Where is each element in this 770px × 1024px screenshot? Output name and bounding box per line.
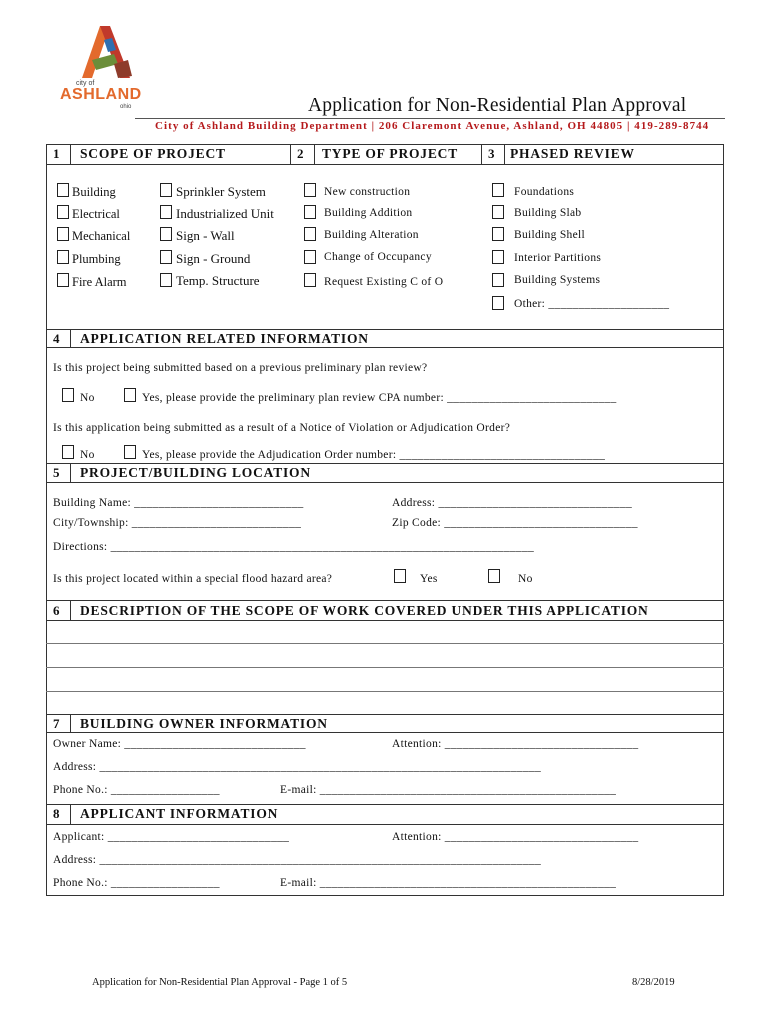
row-divider — [46, 600, 724, 601]
row-divider — [46, 804, 724, 805]
divider — [481, 144, 482, 164]
owner-email-field[interactable]: E-mail: _________________________________________________ — [280, 784, 617, 796]
checkbox-prelim-no[interactable] — [62, 388, 74, 402]
section-3-title: PHASED REVIEW — [510, 146, 635, 161]
prelim-no-label: No — [80, 392, 95, 404]
scope-plumbing-label: Plumbing — [72, 252, 121, 266]
checkbox-request-existing-c-of-o[interactable] — [304, 273, 316, 287]
logo-state: ohio — [120, 104, 132, 110]
title-rule — [135, 118, 725, 119]
phase-building-systems-label: Building Systems — [514, 274, 601, 286]
scope-industrialized-label: Industrialized Unit — [176, 206, 274, 221]
description-line[interactable] — [46, 691, 724, 692]
row-divider — [46, 824, 724, 825]
row-divider — [46, 347, 724, 348]
section-2-title: TYPE OF PROJECT — [322, 146, 459, 161]
checkbox-building[interactable] — [57, 183, 69, 197]
checkbox-flood-no[interactable] — [488, 569, 500, 583]
row-divider — [46, 714, 724, 715]
footer-date: 8/28/2019 — [632, 977, 675, 988]
section-5-number: 5 — [53, 465, 60, 480]
section-8-title: APPLICANT INFORMATION — [80, 806, 279, 821]
section-4-title: APPLICATION RELATED INFORMATION — [80, 331, 369, 346]
page-subtitle: City of Ashland Building Department | 206 Claremont Avenue, Ashland, OH 44805 | 419-289-8744 — [155, 120, 710, 132]
scope-sign-ground-label: Sign - Ground — [176, 251, 251, 266]
scope-fire-alarm-label: Fire Alarm — [72, 275, 127, 289]
owner-name-field[interactable]: Owner Name: ______________________________ — [53, 738, 306, 750]
row-divider — [46, 732, 724, 733]
checkbox-building-systems[interactable] — [492, 273, 504, 287]
logo-name: ASHLAND — [60, 86, 142, 103]
applicant-attention-field[interactable]: Attention: ________________________________ — [392, 831, 639, 843]
scope-mechanical-label: Mechanical — [72, 229, 131, 243]
divider — [70, 329, 71, 347]
scope-electrical-label: Electrical — [72, 207, 120, 221]
section-1-number: 1 — [53, 146, 60, 161]
type-new-construction-label: New construction — [324, 186, 411, 198]
page-title: Application for Non-Residential Plan Approval — [308, 95, 687, 116]
section-3-number: 3 — [488, 146, 495, 161]
section-6-title: DESCRIPTION OF THE SCOPE OF WORK COVERED UNDER THIS APPLICATION — [80, 603, 649, 618]
prelim-review-question: Is this project being submitted based on a previous preliminary plan review? — [53, 362, 428, 374]
checkbox-violation-no[interactable] — [62, 445, 74, 459]
checkbox-temp-structure[interactable] — [160, 273, 172, 287]
divider — [70, 714, 71, 732]
owner-address-field[interactable]: Address: _________________________________________________________________________ — [53, 761, 542, 773]
checkbox-new-construction[interactable] — [304, 183, 316, 197]
checkbox-industrialized-unit[interactable] — [160, 205, 172, 219]
checkbox-sign-wall[interactable] — [160, 227, 172, 241]
applicant-address-field[interactable]: Address: _________________________________________________________________________ — [53, 854, 542, 866]
logo-mark-icon — [52, 20, 142, 82]
directions-field[interactable]: Directions: ______________________________________________________________________ — [53, 541, 535, 553]
description-line[interactable] — [46, 667, 724, 668]
checkbox-change-of-occupancy[interactable] — [304, 250, 316, 264]
applicant-field[interactable]: Applicant: ______________________________ — [53, 831, 290, 843]
checkbox-building-alteration[interactable] — [304, 227, 316, 241]
address-field[interactable]: Address: ________________________________ — [392, 497, 633, 509]
flood-hazard-question: Is this project located within a special flood hazard area? — [53, 573, 333, 585]
phase-other-label[interactable]: Other: ____________________ — [514, 298, 670, 310]
description-line[interactable] — [46, 643, 724, 644]
violation-yes-order-field[interactable]: Yes, please provide the Adjudication Order number: __________________________________ — [142, 449, 606, 461]
section-1-title: SCOPE OF PROJECT — [80, 146, 226, 161]
row-divider — [46, 620, 724, 621]
divider — [504, 144, 505, 164]
row-divider — [46, 482, 724, 483]
checkbox-electrical[interactable] — [57, 205, 69, 219]
divider — [70, 600, 71, 620]
type-request-c-of-o-label: Request Existing C of O — [324, 276, 444, 288]
violation-question: Is this application being submitted as a result of a Notice of Violation or Adjudication Order? — [53, 422, 511, 434]
phase-building-slab-label: Building Slab — [514, 207, 582, 219]
logo-small-text: city of — [76, 80, 95, 87]
applicant-email-field[interactable]: E-mail: _________________________________________________ — [280, 877, 617, 889]
section-7-title: BUILDING OWNER INFORMATION — [80, 716, 328, 731]
section-4-number: 4 — [53, 331, 60, 346]
applicant-phone-field[interactable]: Phone No.: __________________ — [53, 877, 220, 889]
owner-phone-field[interactable]: Phone No.: __________________ — [53, 784, 220, 796]
owner-attention-field[interactable]: Attention: ________________________________ — [392, 738, 639, 750]
divider — [70, 144, 71, 164]
city-logo — [52, 20, 142, 120]
phase-building-shell-label: Building Shell — [514, 229, 585, 241]
row-divider — [46, 463, 724, 464]
section-2-number: 2 — [297, 146, 304, 161]
checkbox-foundations[interactable] — [492, 183, 504, 197]
city-township-field[interactable]: City/Township: ____________________________ — [53, 517, 302, 529]
checkbox-building-shell[interactable] — [492, 227, 504, 241]
checkbox-mechanical[interactable] — [57, 227, 69, 241]
divider — [314, 144, 315, 164]
footer-page-label: Application for Non-Residential Plan Approval - Page 1 of 5 — [92, 977, 348, 988]
scope-building-label: Building — [72, 185, 116, 199]
checkbox-fire-alarm[interactable] — [57, 273, 69, 287]
checkbox-sign-ground[interactable] — [160, 250, 172, 264]
row-divider — [46, 329, 724, 330]
checkbox-flood-yes[interactable] — [394, 569, 406, 583]
phase-interior-partitions-label: Interior Partitions — [514, 252, 602, 264]
section-6-number: 6 — [53, 603, 60, 618]
row-divider — [46, 164, 724, 165]
checkbox-building-addition[interactable] — [304, 205, 316, 219]
zip-code-field[interactable]: Zip Code: ________________________________ — [392, 517, 638, 529]
checkbox-building-slab[interactable] — [492, 205, 504, 219]
checkbox-interior-partitions[interactable] — [492, 250, 504, 264]
scope-temp-structure-label: Temp. Structure — [176, 273, 260, 288]
divider — [290, 144, 291, 164]
building-name-field[interactable]: Building Name: ____________________________ — [53, 497, 304, 509]
type-building-addition-label: Building Addition — [324, 207, 413, 219]
type-change-of-occupancy-label: Change of Occupancy — [324, 251, 432, 263]
checkbox-plumbing[interactable] — [57, 250, 69, 264]
divider — [70, 804, 71, 824]
scope-sprinkler-label: Sprinkler System — [176, 184, 266, 199]
section-5-title: PROJECT/BUILDING LOCATION — [80, 465, 311, 480]
flood-yes-label: Yes — [420, 573, 438, 585]
prelim-yes-cpa-field[interactable]: Yes, please provide the preliminary plan review CPA number: ____________________________ — [142, 392, 617, 404]
section-7-number: 7 — [53, 716, 60, 731]
violation-no-label: No — [80, 449, 95, 461]
checkbox-prelim-yes[interactable] — [124, 388, 136, 402]
type-building-alteration-label: Building Alteration — [324, 229, 419, 241]
divider — [70, 463, 71, 482]
checkbox-sprinkler-system[interactable] — [160, 183, 172, 197]
flood-no-label: No — [518, 573, 533, 585]
scope-sign-wall-label: Sign - Wall — [176, 228, 235, 243]
section-8-number: 8 — [53, 806, 60, 821]
phase-foundations-label: Foundations — [514, 186, 575, 198]
checkbox-other[interactable] — [492, 296, 504, 310]
checkbox-violation-yes[interactable] — [124, 445, 136, 459]
